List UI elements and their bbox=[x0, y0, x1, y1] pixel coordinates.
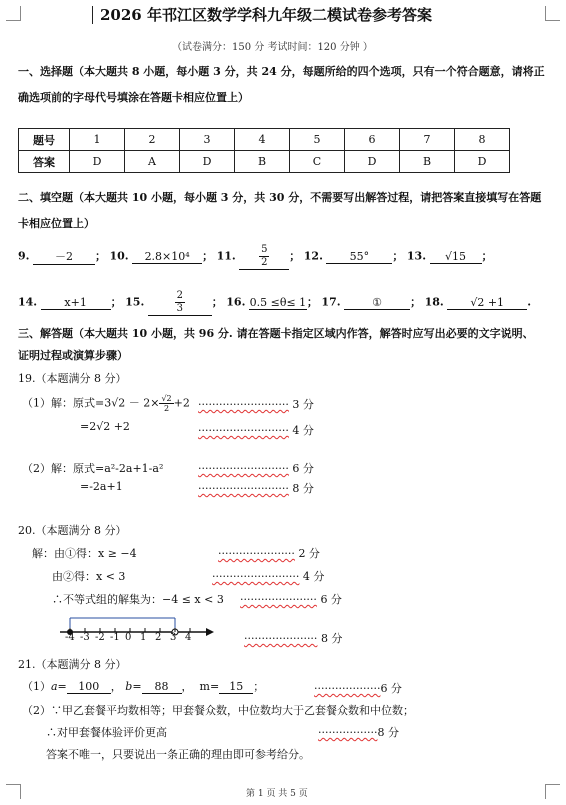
table-cell-number: 4 bbox=[235, 129, 290, 151]
section2-heading-line2: 卡相应位置上） bbox=[18, 217, 95, 230]
m-value-blank: 15 bbox=[219, 680, 253, 694]
score-line: ·························· 6 分 bbox=[198, 462, 314, 475]
cursor-bar bbox=[92, 6, 93, 24]
crop-mark-top-right bbox=[545, 6, 560, 21]
table-cell-number: 1 bbox=[70, 129, 125, 151]
q19-p1-line2: =2√2 +2 bbox=[80, 420, 130, 433]
table-row-label-answer: 答案 bbox=[19, 151, 70, 173]
table-cell-number: 5 bbox=[290, 129, 345, 151]
item-number: 14. bbox=[18, 295, 38, 309]
number-line-tick-label: 3 bbox=[170, 632, 177, 643]
q19-p1-expr: （1）解：原式=3√2 － 2× bbox=[22, 396, 160, 410]
a-label: a= bbox=[51, 680, 67, 693]
section1-heading-line2: 确选项前的字母代号填涂在答题卡相应位置上） bbox=[18, 91, 249, 104]
answer-blank: 2.8×10⁴ bbox=[132, 250, 202, 264]
table-cell-answer: D bbox=[345, 151, 400, 173]
fraction-denominator: 2 bbox=[261, 257, 268, 268]
number-line-tick-label: 1 bbox=[140, 632, 147, 643]
answer-table-number-row bbox=[19, 129, 510, 151]
q20-line3: ∴不等式组的解集为：−4 ≤ x < 3 bbox=[52, 593, 224, 606]
score-line: ······················ 2 分 bbox=[218, 547, 320, 560]
score-line: ·························· 8 分 bbox=[198, 482, 314, 495]
section2-heading-line1: 二、填空题（本大题共 10 小题，每小题 3 分，共 30 分，不需要写出解答过程，请把答案直接填写在答题 bbox=[18, 191, 542, 204]
fraction-denominator: 3 bbox=[176, 303, 183, 314]
q21-p1: （1）a= 100 ， b= 88 ， m= 15 ； bbox=[22, 680, 265, 693]
section3-heading-line1: 三、解答题（本大题共 10 小题，共 96 分. 请在答题卡指定区域内作答，解答时应写出必要的文字说明、 bbox=[18, 327, 534, 340]
score-text: 8 分 bbox=[320, 632, 343, 645]
table-cell-answer: C bbox=[290, 151, 345, 173]
answer-blank: √15 bbox=[430, 250, 482, 264]
score-text: 8 分 bbox=[292, 482, 314, 495]
score-text: 4 分 bbox=[292, 424, 314, 437]
section1-heading-line1: 一、选择题（本大题共 8 小题，每小题 3 分，共 24 分，每题所给的四个选项，只有一个符合题意，请将正 bbox=[18, 65, 545, 78]
q19-label: 19.（本题满分 8 分） bbox=[18, 372, 127, 385]
score-line: ····················· 8 分 bbox=[244, 632, 343, 645]
number-line-tick-label: 2 bbox=[155, 632, 162, 643]
fill-row-2: 14. x+1 ； 15. $\frac{2}{3}$ ； 16. 0.5 ≤θ≤ 1； 17. ① ； 18. √2 +1 . bbox=[18, 290, 532, 314]
table-cell-number: 2 bbox=[125, 129, 180, 151]
crop-mark-top-left bbox=[6, 6, 21, 21]
fraction bbox=[159, 394, 173, 413]
answer-blank: －2 bbox=[33, 248, 95, 265]
table-cell-number: 8 bbox=[455, 129, 510, 151]
fraction bbox=[175, 290, 185, 315]
answer-blank-fraction bbox=[148, 290, 212, 316]
table-cell-answer: B bbox=[400, 151, 455, 173]
fraction-denominator: 2 bbox=[163, 404, 170, 413]
item-number: 11. bbox=[216, 249, 236, 263]
table-cell-answer: A bbox=[125, 151, 180, 173]
page-subtitle: （试卷满分：150 分 考试时间：120 分钟 ） bbox=[172, 42, 373, 53]
fraction-numerator: √2 bbox=[161, 394, 172, 403]
score-line: ·················8 分 bbox=[318, 726, 399, 739]
b-value-blank: 88 bbox=[142, 680, 182, 694]
item-number: 9. bbox=[18, 249, 30, 263]
q21-p2-line2: ∴对甲套餐体验评价更高 bbox=[46, 726, 167, 739]
number-line-tick-label: -2 bbox=[95, 632, 105, 643]
fill-row-1: 9. －2 ； 10. 2.8×10⁴ ； 11. $\frac{5}{2}$ ； 12. 55° ； 13. √15 ； bbox=[18, 244, 493, 268]
answer-table bbox=[18, 128, 510, 173]
q21-p1-prefix: （1） bbox=[22, 680, 51, 693]
item-number: 16. bbox=[226, 295, 246, 309]
score-text: 2 分 bbox=[298, 547, 320, 560]
table-cell-answer: D bbox=[455, 151, 510, 173]
score-text: 4 分 bbox=[302, 570, 325, 583]
b-label: b= bbox=[125, 680, 142, 693]
page-footer: 第 1 页 共 5 页 bbox=[246, 789, 308, 799]
a-value-blank: 100 bbox=[67, 680, 111, 694]
number-line-labels bbox=[56, 632, 216, 646]
q19-p2-line2: =-2a+1 bbox=[80, 480, 123, 493]
fraction bbox=[259, 244, 269, 269]
table-cell-number: 3 bbox=[180, 129, 235, 151]
q19-p2-line1: （2）解：原式=a²-2a+1-a² bbox=[22, 462, 164, 475]
table-row-label-number: 题号 bbox=[19, 129, 70, 151]
q19-p1-expr-tail: +2 bbox=[173, 396, 190, 410]
table-cell-answer: B bbox=[235, 151, 290, 173]
answer-blank: 0.5 ≤θ≤ 1 bbox=[249, 295, 307, 309]
answer-blank: √2 +1 bbox=[447, 296, 527, 310]
q20-line1: 解：由①得：x ≥ −4 bbox=[32, 547, 137, 560]
score-line: ························· 4 分 bbox=[212, 570, 325, 583]
q19-p1-line1 bbox=[22, 394, 190, 413]
q21-label: 21.（本题满分 8 分） bbox=[18, 658, 127, 671]
number-line-tick-label: -3 bbox=[80, 632, 90, 643]
answer-blank-fraction bbox=[239, 244, 289, 270]
answer-blank: ① bbox=[344, 296, 410, 310]
table-cell-answer: D bbox=[180, 151, 235, 173]
answer-blank: 55° bbox=[326, 250, 392, 264]
table-cell-number: 7 bbox=[400, 129, 455, 151]
score-text: 3 分 bbox=[292, 398, 314, 411]
crop-mark-bottom-left bbox=[6, 784, 21, 799]
item-number: 18. bbox=[424, 295, 444, 309]
fraction-numerator: 5 bbox=[261, 244, 268, 255]
score-line: ·························· 3 分 bbox=[198, 398, 314, 411]
item-number: 10. bbox=[109, 249, 129, 263]
score-text: 6 分 bbox=[292, 462, 314, 475]
item-number: 17. bbox=[321, 295, 341, 309]
number-line-tick-label: 4 bbox=[185, 632, 192, 643]
table-cell-number: 6 bbox=[345, 129, 400, 151]
item-number: 12. bbox=[303, 249, 323, 263]
score-text: 6 分 bbox=[380, 682, 402, 695]
score-line: ···················6 分 bbox=[314, 682, 402, 695]
table-cell-answer: D bbox=[70, 151, 125, 173]
score-text: 8 分 bbox=[377, 726, 399, 739]
score-line: ······················ 6 分 bbox=[240, 593, 342, 606]
q20-label: 20.（本题满分 8 分） bbox=[18, 524, 127, 537]
number-line-tick-label: -1 bbox=[110, 632, 120, 643]
m-label: m= bbox=[199, 680, 220, 693]
number-line-tick-label: -4 bbox=[65, 632, 75, 643]
section3-heading-line2: 证明过程或演算步骤） bbox=[18, 349, 128, 362]
item-number: 15. bbox=[125, 295, 145, 309]
score-line: ·························· 4 分 bbox=[198, 424, 314, 437]
answer-table-answer-row bbox=[19, 151, 510, 173]
item-number: 13. bbox=[406, 249, 427, 263]
number-line-tick-label: 0 bbox=[125, 632, 132, 643]
page-title: 2026 年邗江区数学学科九年级二模试卷参考答案 bbox=[100, 6, 432, 24]
answer-blank: x+1 bbox=[41, 296, 111, 310]
q21-p2-line1: （2）∵甲乙套餐平均数相等；甲套餐众数，中位数均大于乙套餐众数和中位数； bbox=[22, 704, 414, 717]
score-text: 6 分 bbox=[320, 593, 342, 606]
q21-note: 答案不唯一，只要说出一条正确的理由即可参考给分。 bbox=[46, 748, 310, 761]
crop-mark-bottom-right bbox=[545, 784, 560, 799]
q20-line2: 由②得：x < 3 bbox=[52, 570, 126, 583]
fraction-numerator: 2 bbox=[176, 290, 183, 301]
